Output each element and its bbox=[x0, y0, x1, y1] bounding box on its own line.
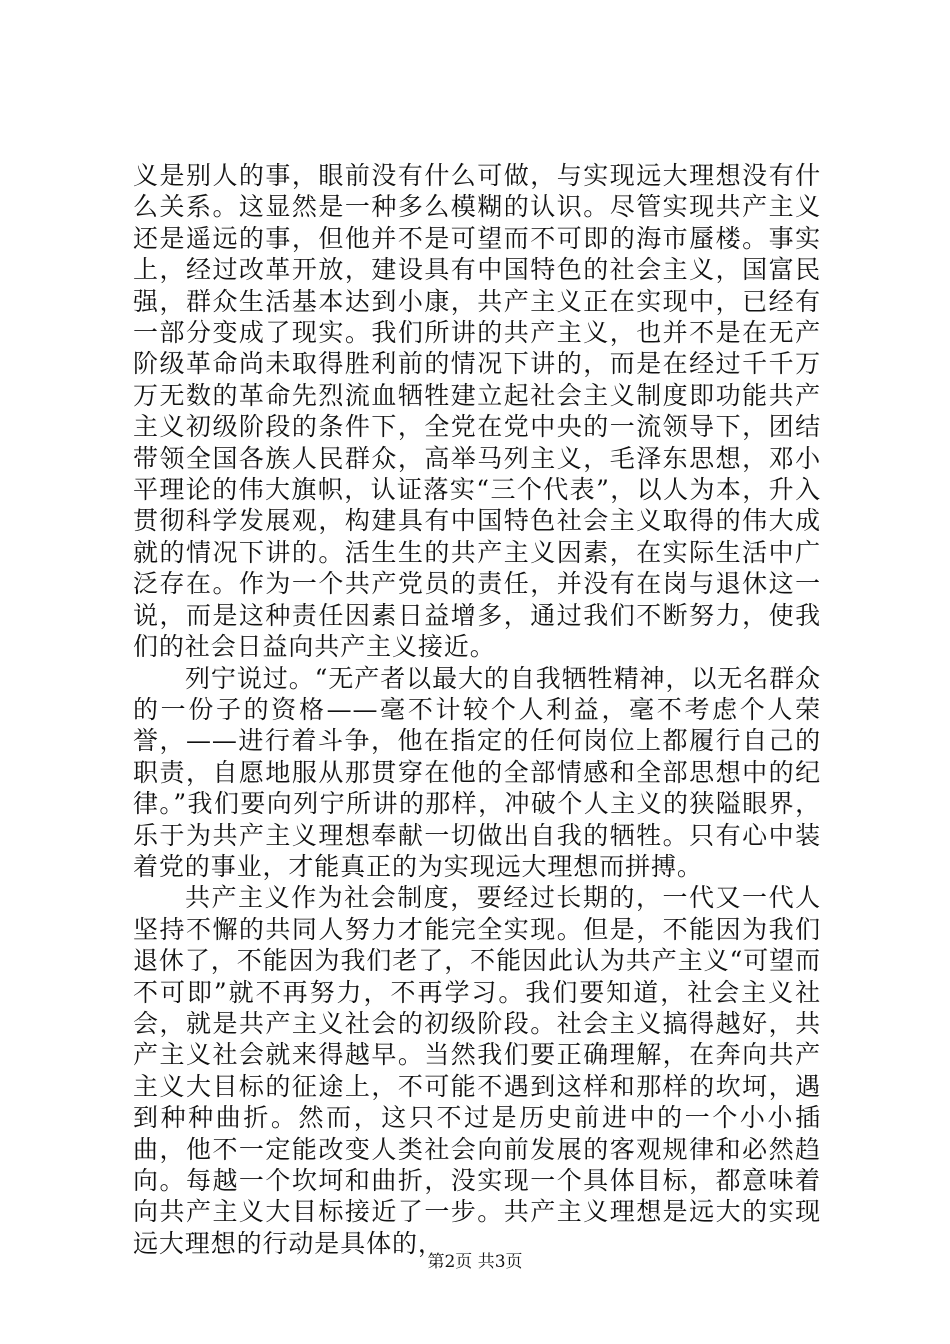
page-footer: 第2页 共3页 bbox=[427, 1252, 523, 1272]
paragraph-2: 列宁说过。“无产者以最大的自我牺牲精神，以无名群众的一份子的资格——毫不计较个人利益，毫不考虑个人荣誉，——进行着斗争，他在指定的任何岗位上都履行自己的职责，自愿地服从那贯穿在他的全部情感和全部思想中的纪律。”我们要向列宁所讲的那样，冲破个人主义的狭隘眼界，乐于为共产主义理想奉献一切做出自我的牺牲。只有心中装着党的事业，才能真正的为实现远大理想而拼搏。 bbox=[133, 663, 821, 881]
paragraph-1: 义是别人的事，眼前没有什么可做，与实现远大理想没有什么关系。这显然是一种多么模糊的认识。尽管实现共产主义还是遥远的事，但他并不是可望而不可即的海市蜃楼。事实上，经过改革开放，建设具有中国特色的社会主义，国富民强，群众生活基本达到小康，共产主义正在实现中，已经有一部分变成了现实。我们所讲的共产主义，也并不是在无产阶级革命尚未取得胜利前的情况下讲的，而是在经过千千万万无数的革命先烈流血牺牲建立起社会主义制度即功能共产主义初级阶段的条件下，全党在党中央的一流领导下，团结带领全国各族人民群众，高举马列主义，毛泽东思想，邓小平理论的伟大旗帜，认证落实“三个代表”，以人为本，升入贯彻科学发展观，构建具有中国特色社会主义取得的伟大成就的情况下讲的。活生生的共产主义因素，在实际生活中广泛存在。作为一个共产党员的责任，并没有在岗与退休这一说，而是这种责任因素日益增多，通过我们不断努力，使我们的社会日益向共产主义接近。 bbox=[133, 161, 821, 662]
paragraph-3: 共产主义作为社会制度，要经过长期的，一代又一代人坚持不懈的共同人努力才能完全实现。但是，不能因为我们退休了，不能因为我们老了，不能因此认为共产主义“可望而不可即”就不再努力，不再学习。我们要知道，社会主义社会，就是共产主义社会的初级阶段。社会主义搞得越好，共产主义社会就来得越早。当然我们要正确理解，在奔向共产主义大目标的征途上，不可能不遇到这样和那样的坎坷，遇到种种曲折。然而，这只不过是历史前进中的一个小小插曲，他不一定能改变人类社会向前发展的客观规律和必然趋向。每越一个坎坷和曲折，没实现一个具体目标，都意味着向共产主义大目标接近了一步。共产主义理想是远大的实现远大理想的行动是具体的， bbox=[133, 883, 821, 1258]
document-body bbox=[133, 160, 821, 1259]
